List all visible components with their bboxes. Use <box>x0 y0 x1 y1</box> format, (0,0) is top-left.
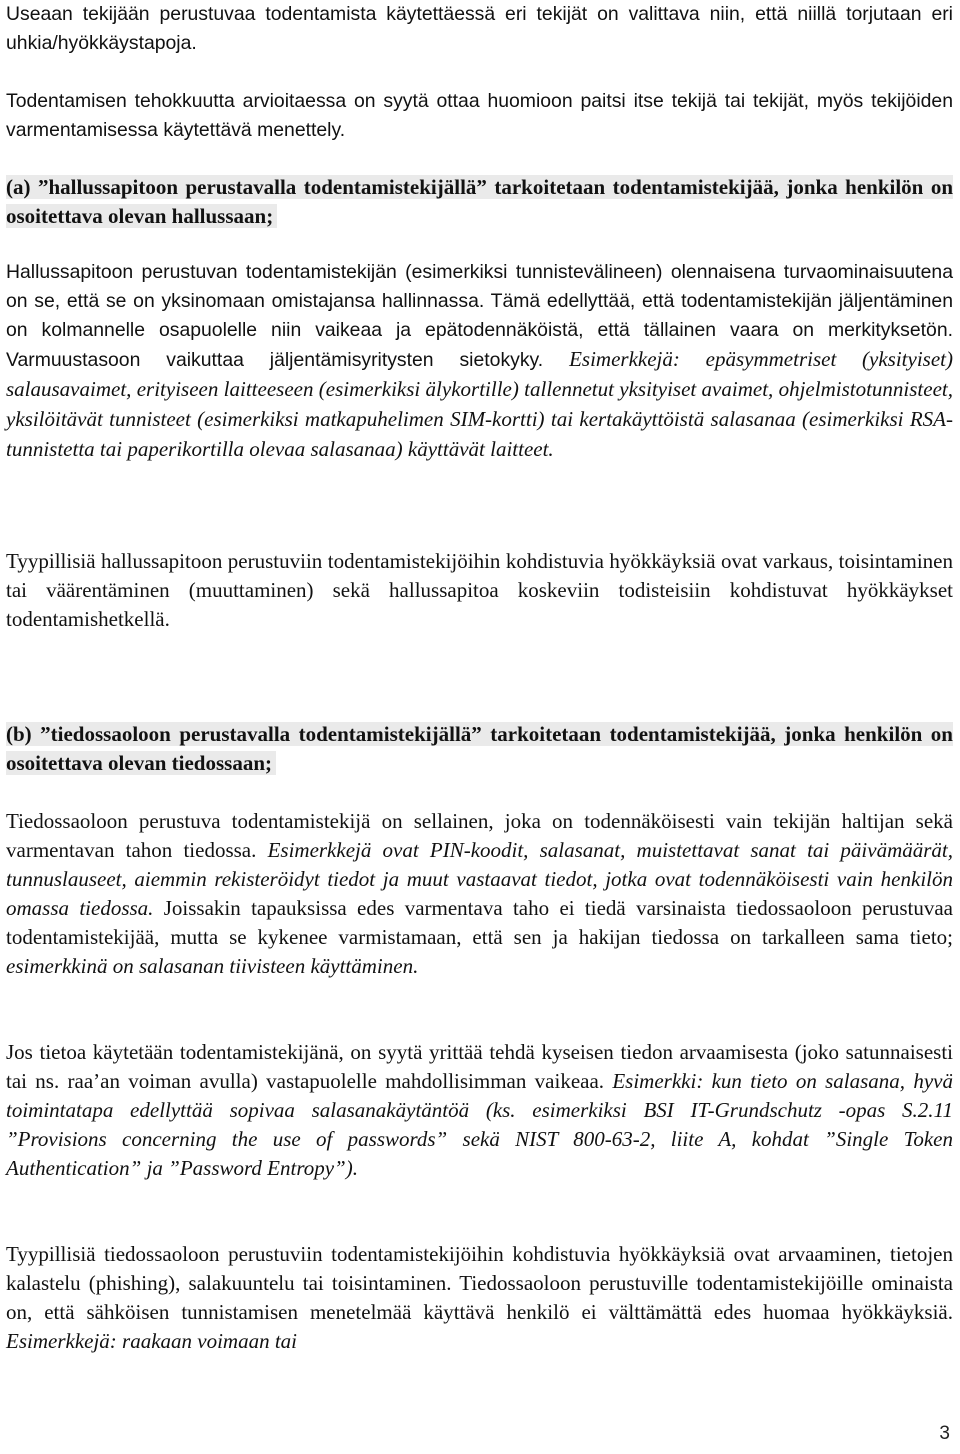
section-b-paragraph-2-text: Jos tietoa käytetään todentamistekijänä, on syytä yrittää tehdä kyseisen tiedon arvaamisesta (joko satunnaisesti tai ns. raa’an voiman avulla) vastapuolelle mahdollisimman vaikeaa. <box>6 1040 953 1093</box>
section-b-paragraph-1-text-2: Joissakin tapauksissa edes varmentava taho ei tiedä varsinaista tiedossaoloon perustuvaa todentamistekijää, mutta se kykenee varmistamaan, että sen ja hakijan tiedossa on tarkalleen sama tieto; <box>6 896 953 949</box>
section-b-examples-2: esimerkkinä on salasanan tiivisteen käyttäminen. <box>6 954 419 978</box>
section-b-attacks-text: Tyypillisiä tiedossaoloon perustuviin todentamistekijöihin kohdistuvia hyökkäyksiä ovat arvaaminen, tietojen kalastelu (phishing), salakuuntelu tai toisintaminen. Tiedossaoloon perustuville todentamistekijöille ominaista on, että sähköisen tunnistamisen menetelmää käyttävä henkilö ei välttämättä edes huomaa hyökkäyksiä. <box>6 1242 953 1324</box>
section-a-examples: Esimerkkejä: epäsymmetriset (yksityiset) salausavaimet, erityiseen laitteeseen (esimerkiksi älykortille) tallennetut yksityiset avaimet, ohjelmistotunnisteet, yksilöitävät tunnisteet (esimerkiksi matkapuhelimen SIM-kortti) tai kertakäyttöistä salasanaa (esimerkiksi RSA-tunnistetta tai paperikortilla olevaa salasanaa) käyttävät laitteet. <box>6 347 953 461</box>
page-number: 3 <box>939 1423 950 1444</box>
intro-paragraph-2: Todentamisen tehokkuutta arvioitaessa on syytä ottaa huomioon paitsi itse tekijä tai tekijät, myös tekijöiden varmentamisessa käytettävä menettely. <box>6 90 953 141</box>
section-b-attacks-example: Esimerkkejä: raakaan voimaan tai <box>6 1329 298 1353</box>
section-b-attacks-paragraph <box>6 1240 953 1356</box>
section-b-examples-1: Esimerkkejä ovat PIN-koodit, salasanat, muistettavat sanat tai päivämäärät, tunnuslauseet, aiemmin rekisteröidyt tiedot ja muut vastaavat tiedot, jotka ovat todennäköisesti vain henkilön omassa tiedossa. <box>6 838 953 920</box>
section-b-heading <box>6 720 953 778</box>
section-b-heading-text: (b) ”tiedossaoloon perustavalla todentamistekijällä” tarkoitetaan todentamistekijää, jonka henkilön on osoitettava olevan tiedossaan; <box>6 722 953 775</box>
section-a-paragraph-1 <box>6 258 953 465</box>
section-b-paragraph-1-text-1: Tiedossaoloon perustuva todentamistekijä on sellainen, joka on todennäköisesti vain tekijän haltijan sekä varmentavan tahon tiedossa. <box>6 809 953 862</box>
section-a-paragraph-1-text: Hallussapitoon perustuvan todentamistekijän (esimerkiksi tunnistevälineen) olennaisena turvaominaisuutena on se, että se on yksinomaan omistajansa hallinnassa. Tämä edellyttää, että todentamistekijän jäljentäminen on kolmannelle osapuolelle niin vaikeaa ja epätodennäköistä, että tällainen vaara on merkityksetön. Varmuustasoon vaikuttaa jäljentämisyritysten sietokyky. <box>6 261 953 371</box>
section-a-heading-text: (a) ”hallussapitoon perustavalla todentamistekijällä” tarkoitetaan todentamistekijää, jonka henkilön on osoitettava olevan hallussaan; <box>6 175 953 228</box>
section-b-paragraph-1 <box>6 807 953 981</box>
section-a-heading <box>6 173 953 231</box>
intro-paragraph-1: Useaan tekijään perustuvaa todentamista käytettäessä eri tekijät on valittava niin, että niillä torjutaan eri uhkia/hyökkäystapoja. <box>6 3 953 54</box>
section-a-attacks-paragraph: Tyypillisiä hallussapitoon perustuviin todentamistekijöihin kohdistuvia hyökkäyksiä ovat varkaus, toisintaminen tai väärentäminen (muuttaminen) sekä hallussapitoa koskeviin todisteisiin kohdistuvat hyökkäykset todentamishetkellä. <box>6 549 953 631</box>
section-b-password-example: Esimerkki: kun tieto on salasana, hyvä toimintatapa edellyttää sopivaa salasanakäytäntöä (ks. esimerkiksi BSI IT-Grundschutz -opas S.2.11 ”Provisions concerning the use of passwords” sekä NIST 800-63-2, liite A, kohdat ”Single Token Authentication” ja ”Password Entropy”). <box>6 1069 953 1180</box>
section-b-paragraph-2 <box>6 1038 953 1183</box>
